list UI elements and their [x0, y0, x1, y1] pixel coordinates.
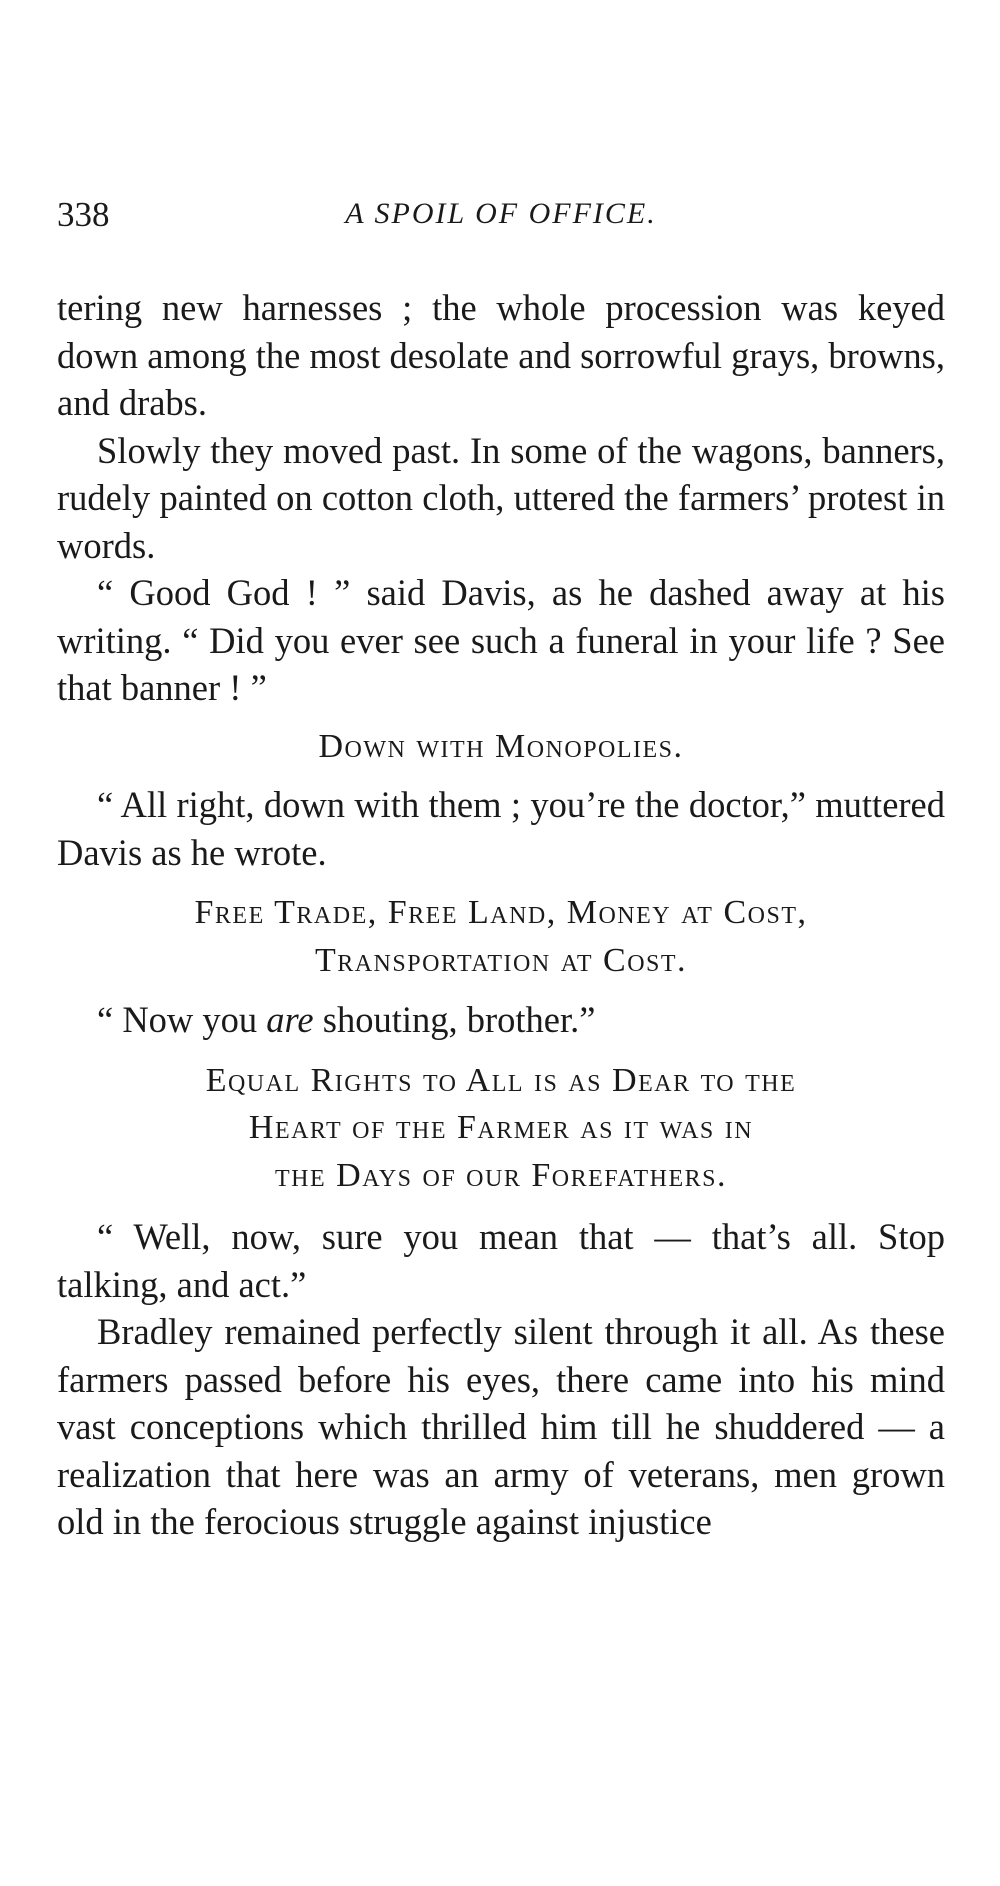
banner-free-trade-line-1: Free Trade, Free Land, Money at Cost,	[194, 894, 808, 931]
paragraph-davis-exclaims: “ Good God ! ” said Davis, as he dashed away at his writing. “ Did you ever see such a funeral in your life ? See that banner ! ”	[57, 572, 945, 708]
banner-equal-rights-line-3: the Days of our Forefathers.	[274, 1156, 728, 1194]
banner-equal-rights	[57, 1057, 945, 1200]
running-title: A SPOIL OF OFFICE.	[345, 197, 657, 230]
shouting-text-start: “ Now you	[97, 999, 267, 1040]
banner-equal-rights-line-1: Equal Rights to All is as Dear to the	[205, 1061, 797, 1099]
paragraph-continuation: tering new harnesses ; the whole procession was keyed down among the most desolate and sorrowful grays, browns, and drabs.	[57, 287, 946, 423]
paragraph-procession: Slowly they moved past. In some of the wagons, banners, rudely painted on cotton cloth, uttered the farmers’ protest in words.	[57, 429, 945, 566]
banner-free-trade	[57, 889, 945, 984]
paragraph-shouting	[57, 996, 945, 1044]
paragraph-bradley: Bradley remained perfectly silent through it all. As these farmers passed before his eyes, there came into his mind vast conceptions which thrilled him till he shuddered — a realization that here was an army of veterans, men grown old in the ferocious struggle against injustice	[57, 1311, 945, 1542]
shouting-text-end: shouting, brother.”	[313, 999, 596, 1040]
page-number: 338	[57, 195, 110, 234]
banner-monopolies: Down with Monopolies.	[318, 727, 684, 765]
banner-free-trade-line-2: Transportation at Cost.	[314, 941, 688, 979]
paragraph-davis-mutters: “ All right, down with them ; you’re the doctor,” muttered Davis as he wrote.	[57, 784, 945, 873]
paragraph-stop-talking: “ Well, now, sure you mean that — that’s all. Stop talking, and act.”	[57, 1216, 945, 1305]
emphasized-word: are	[266, 999, 314, 1040]
page-header	[57, 195, 945, 243]
body-text	[57, 284, 945, 1546]
banner-equal-rights-line-2: Heart of the Farmer as it was in	[248, 1109, 754, 1146]
